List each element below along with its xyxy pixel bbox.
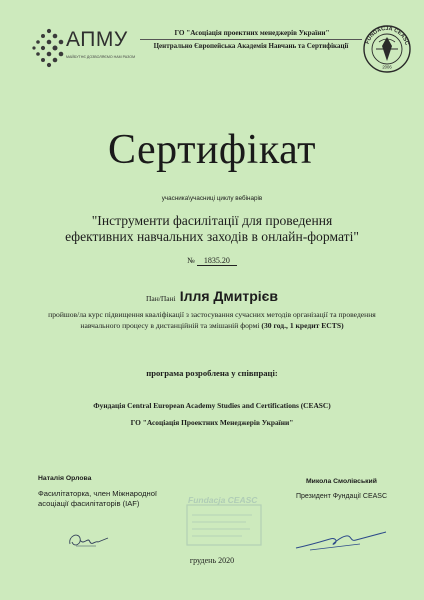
logo-text: АПМУ — [66, 28, 128, 51]
ceasc-seal-icon — [362, 24, 412, 74]
stamp-text: Fundacja CEASC — [188, 495, 258, 505]
left-signatory-role: Фасилітаторка, член Міжнародної асоціації фасилітаторів (IAF) — [38, 489, 158, 508]
certificate-number — [0, 256, 424, 265]
logo-tagline: МАЙБУТНЄ ДОЗВОЛЯЄМО НАМ РАЗОМ — [66, 55, 136, 59]
header-divider — [140, 39, 362, 40]
recipient-line — [0, 288, 424, 306]
course-text: пройшов/ла курс підвищення кваліфікації з застосування сучасних методів організації та проведення навчального процесу в дистанційній та змішаній формі — [48, 310, 376, 330]
right-signature-icon — [290, 528, 390, 554]
number-label: № — [187, 256, 195, 265]
organization-line-2: Центрально Європейська Академія Навчань та Сертифікації — [153, 42, 349, 50]
left-signature-icon — [66, 528, 110, 552]
organization-line-1: ГО "Асоціація проектних менеджерів України" — [174, 29, 330, 37]
recipient-name: Ілля Дмитрієв — [179, 288, 278, 304]
issue-date: грудень 2020 — [189, 556, 235, 565]
seal-year: 2006 — [382, 64, 392, 70]
partner-ceasc: Фундація Central European Academy Studies and Certifications (CEASC) — [93, 401, 331, 410]
number-value: 1835.20 — [197, 256, 237, 266]
participant-label: учасника\учасниці циклу вебінарів — [161, 195, 263, 202]
partner-apmu: ГО "Асоціація Проектних Менеджерів України" — [130, 418, 294, 427]
cooperation-title: програма розроблена у співпраці: — [146, 368, 278, 378]
right-signatory-role: Президент Фундації CEASC — [296, 493, 388, 500]
course-hours: (30 год., 1 кредит ECTS) — [261, 321, 344, 330]
name-prefix: Пан/Пані — [146, 294, 176, 303]
webinar-title: "Інструменти фасилітації для проведення ефективних навчальних заходів в онлайн-форматі" — [65, 213, 359, 244]
certificate-title: Сертифікат — [107, 127, 316, 173]
left-signatory-name: Наталія Орлова — [38, 475, 92, 482]
seal-text: FUNDACJA CEASC — [364, 25, 410, 47]
right-signatory-name: Микола Смолівський — [306, 478, 377, 485]
course-description — [30, 309, 394, 331]
